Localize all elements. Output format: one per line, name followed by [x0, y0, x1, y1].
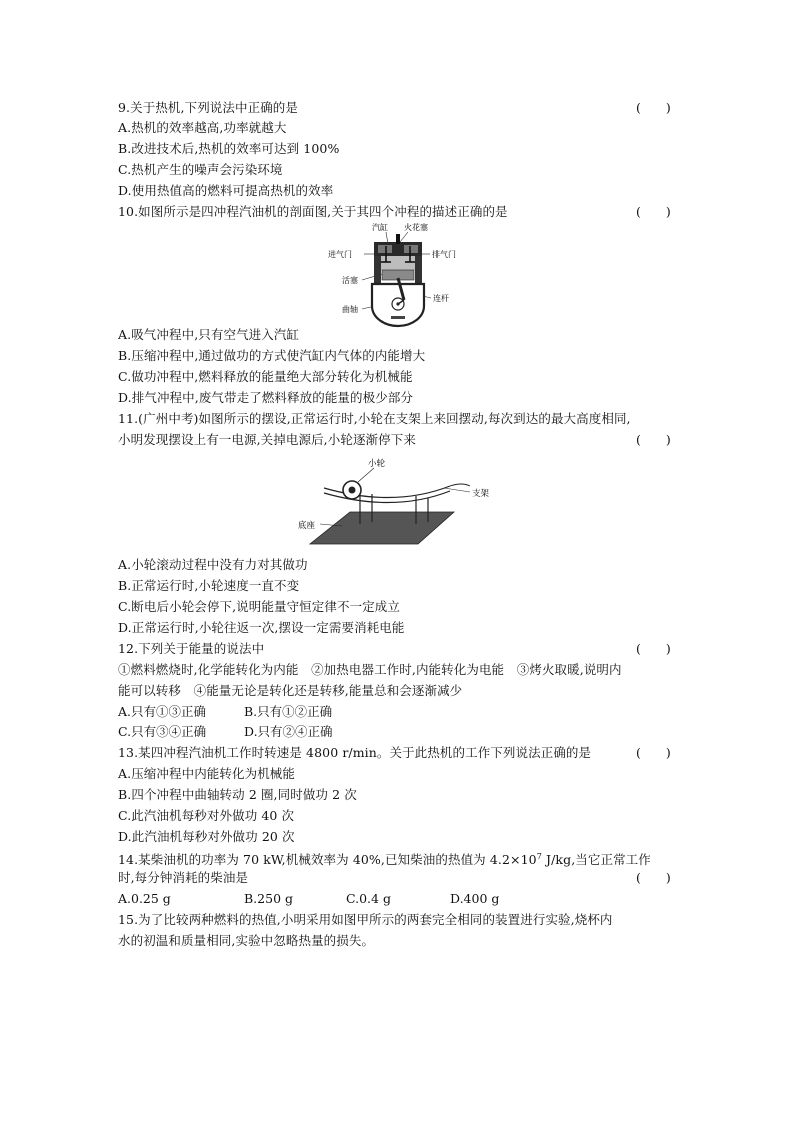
q13-option-c: C.此汽油机每秒对外做功 40 次: [118, 808, 295, 823]
q13-answer-blank: ( ): [636, 745, 671, 760]
q9-option-d: D.使用热值高的燃料可提高热机的效率: [118, 183, 334, 198]
engine-cross-section-figure: [320, 220, 480, 328]
q13-option-b: B.四个冲程中曲轴转动 2 圈,同时做功 2 次: [118, 787, 357, 802]
q14-option-a: A.0.25 g: [118, 891, 171, 906]
q9-answer-blank: ( ): [636, 100, 671, 115]
q14-stem-part-b: J/kg,当它正常工作: [541, 852, 651, 867]
q11-answer-blank: ( ): [636, 432, 671, 447]
q11-option-b: B.正常运行时,小轮速度一直不变: [118, 578, 300, 593]
label-cylinder: 汽缸: [372, 223, 388, 232]
label-piston: 活塞: [342, 276, 358, 285]
label-connecting-rod: 连杆: [433, 294, 449, 303]
q12-option-a: A.只有①③正确: [118, 704, 207, 719]
label-intake-valve: 进气门: [328, 250, 352, 259]
label-bracket: 支架: [472, 489, 490, 499]
q10-option-a: A.吸气冲程中,只有空气进入汽缸: [118, 327, 300, 342]
q10-answer-blank: ( ): [636, 204, 671, 219]
q14-stem-line2: 时,每分钟消耗的柴油是: [118, 870, 249, 885]
q12-option-d: D.只有②④正确: [244, 724, 333, 739]
label-spark-plug: 火花塞: [404, 223, 428, 232]
q12-statements-line1: ①燃料燃烧时,化学能转化为内能 ②加热电器工作时,内能转化为电能 ③烤火取暖,说明内: [118, 662, 622, 677]
q15-stem-line2: 水的初温和质量相同,实验中忽略热量的损失。: [118, 933, 375, 948]
label-crankshaft: 曲轴: [342, 305, 358, 314]
q11-stem-line2: 小明发现摆设上有一电源,关掉电源后,小轮逐渐停下来: [118, 432, 416, 447]
q14-option-b: B.250 g: [244, 891, 293, 906]
q13-option-d: D.此汽油机每秒对外做功 20 次: [118, 829, 295, 844]
label-base: 底座: [298, 521, 316, 531]
q12-option-c: C.只有③④正确: [118, 724, 207, 739]
q12-answer-blank: ( ): [636, 641, 671, 656]
q14-stem-line1: [118, 849, 651, 868]
q12-statements-line2: 能可以转移 ④能量无论是转化还是转移,能量总和会逐渐减少: [118, 683, 463, 698]
q14-option-c: C.0.4 g: [346, 891, 391, 906]
q14-stem-part-a: 14.某柴油机的功率为 70 kW,机械效率为 40%,已知柴油的热值为 4.2×10: [118, 852, 537, 867]
q13-option-a: A.压缩冲程中内能转化为机械能: [118, 766, 296, 781]
q9-option-c: C.热机产生的噪声会污染环境: [118, 162, 283, 177]
q14-answer-blank: ( ): [636, 870, 671, 885]
q11-option-c: C.断电后小轮会停下,说明能量守恒定律不一定成立: [118, 599, 400, 614]
label-wheel: 小轮: [368, 459, 386, 469]
label-exhaust-valve: 排气门: [432, 250, 456, 259]
q15-stem-line1: 15.为了比较两种燃料的热值,小明采用如图甲所示的两套完全相同的装置进行实验,烧杯内: [118, 912, 613, 927]
q13-stem: 13.某四冲程汽油机工作时转速是 4800 r/min。关于此热机的工作下列说法正确的是: [118, 745, 592, 760]
q12-stem: 12.下列关于能量的说法中: [118, 641, 265, 656]
q10-option-b: B.压缩冲程中,通过做功的方式使汽缸内气体的内能增大: [118, 348, 426, 363]
q9-option-b: B.改进技术后,热机的效率可达到 100%: [118, 141, 340, 156]
q10-option-d: D.排气冲程中,废气带走了燃料释放的能量的极少部分: [118, 390, 414, 405]
q11-option-a: A.小轮滚动过程中没有力对其做功: [118, 557, 308, 572]
q10-option-c: C.做功冲程中,燃料释放的能量绝大部分转化为机械能: [118, 369, 413, 384]
q14-stem-exponent: 7: [536, 852, 542, 861]
q14-option-d: D.400 g: [450, 891, 500, 906]
q11-option-d: D.正常运行时,小轮往返一次,摆设一定需要消耗电能: [118, 620, 405, 635]
q12-option-b: B.只有①②正确: [244, 704, 333, 719]
q11-stem-line1: 11.(广州中考)如图所示的摆设,正常运行时,小轮在支架上来回摆动,每次到达的最大高度相同,: [118, 411, 631, 426]
q10-stem: 10.如图所示是四冲程汽油机的剖面图,关于其四个冲程的描述正确的是: [118, 204, 508, 219]
q9-option-a: A.热机的效率越高,功率就越大: [118, 120, 287, 135]
swing-toy-figure: [294, 456, 504, 548]
q9-stem: 9.关于热机,下列说法中正确的是: [118, 100, 299, 115]
